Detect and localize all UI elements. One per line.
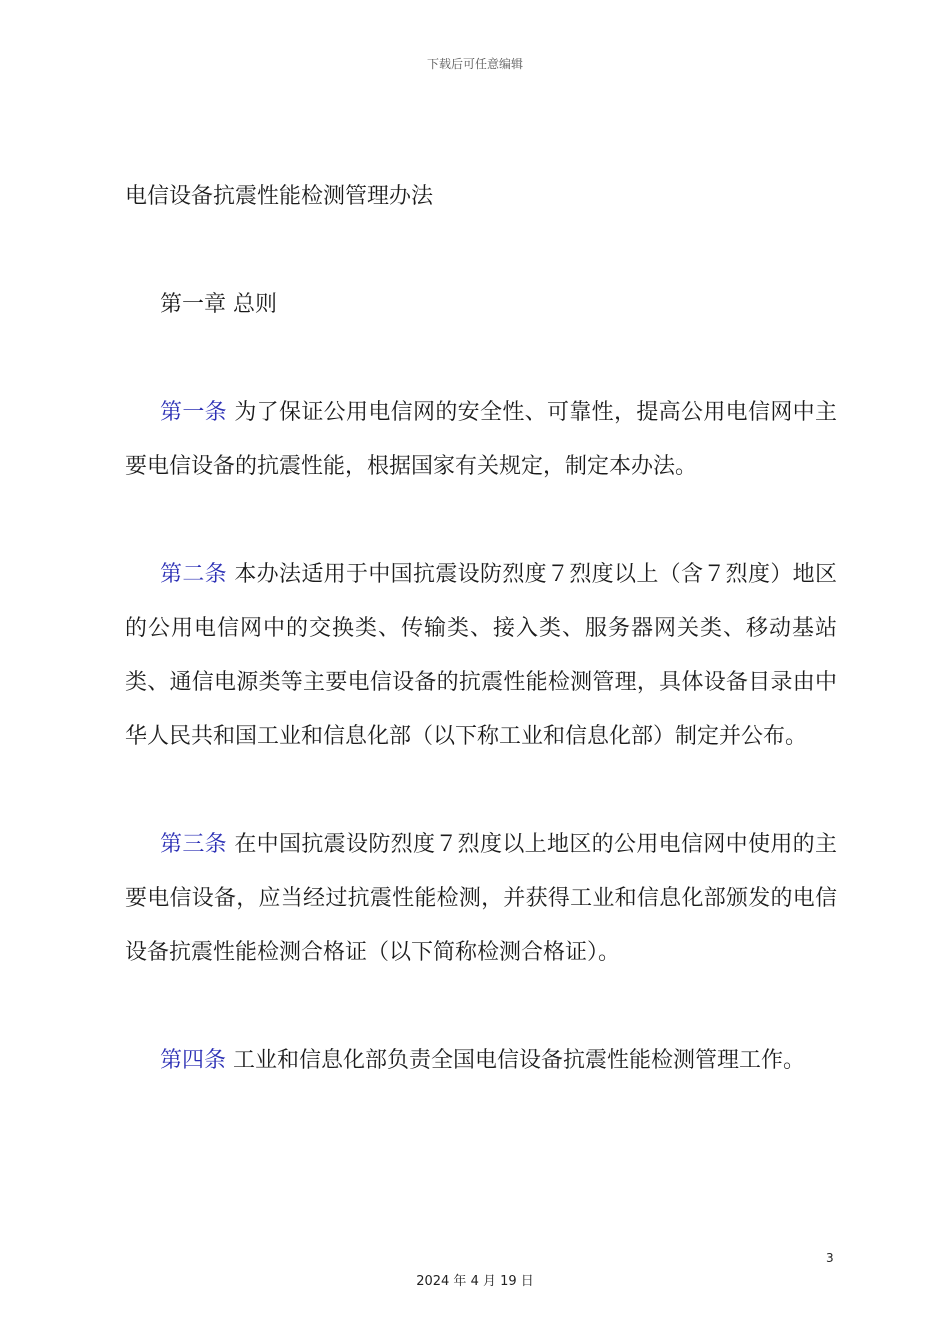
page-footer-date: 2024 年 4 月 19 日 <box>416 1274 534 1289</box>
document-body <box>125 170 837 1142</box>
article-4 <box>125 1034 837 1088</box>
article-label: 第一条 <box>160 400 227 425</box>
article-2 <box>125 548 837 764</box>
article-label: 第三条 <box>160 832 227 857</box>
article-label: 第二条 <box>160 562 227 587</box>
chapter-heading: 第一章 总则 <box>160 292 277 317</box>
page-number: 3 <box>826 1251 834 1265</box>
article-3 <box>125 818 837 980</box>
document-title: 电信设备抗震性能检测管理办法 <box>125 184 434 209</box>
article-1 <box>125 386 837 494</box>
article-label: 第四条 <box>160 1048 227 1073</box>
article-text: 为了保证公用电信网的安全性、可靠性，提高公用电信网中主要电信设备的抗震性能，根据国家有关规定，制定本办法。 <box>125 400 837 479</box>
article-text: 本办法适用于中国抗震设防烈度７烈度以上（含７烈度）地区的公用电信网中的交换类、传输类、接入类、服务器网关类、移动基站类、通信电源类等主要电信设备的抗震性能检测管理，具体设备目录由中华人民共和国工业和信息化部（以下称工业和信息化部）制定并公布。 <box>125 562 837 749</box>
article-text: 在中国抗震设防烈度７烈度以上地区的公用电信网中使用的主要电信设备，应当经过抗震性能检测，并获得工业和信息化部颁发的电信设备抗震性能检测合格证（以下简称检测合格证）。 <box>125 832 837 965</box>
article-text: 工业和信息化部负责全国电信设备抗震性能检测管理工作。 <box>226 1048 806 1073</box>
page-header: 下载后可任意编辑 <box>426 57 523 71</box>
